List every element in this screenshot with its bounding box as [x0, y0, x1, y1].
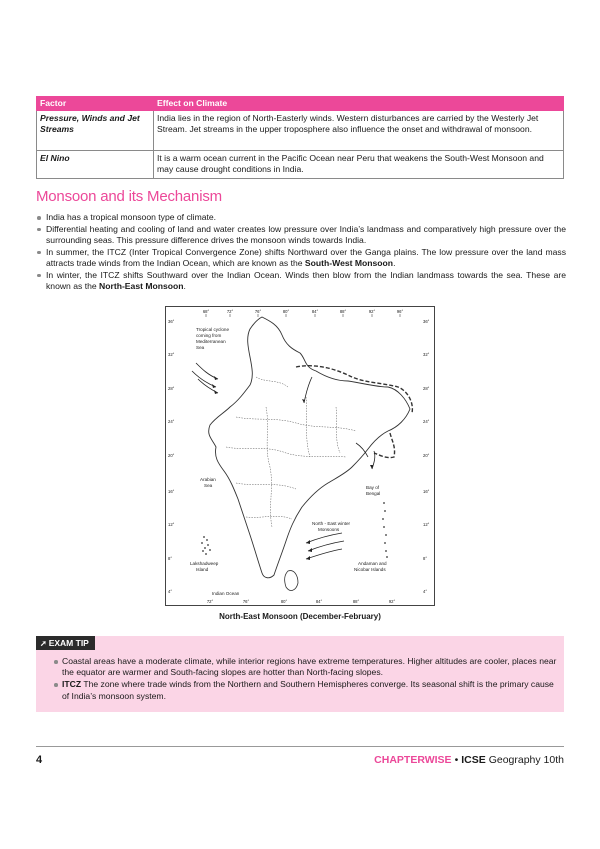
- tick-label: 4°: [168, 589, 173, 594]
- tick-label: 28°: [168, 386, 175, 391]
- exam-tip-list: [54, 656, 559, 703]
- monsoon-map: [165, 306, 435, 606]
- indian-ocean-label: Indian Ocean: [212, 591, 240, 596]
- effect-cell: India lies in the region of North-Easterly winds. Western disturbances are carried by the Westerly Jet Stream. Jet streams in the upper troposphere also influence the onset and withdrawal of monsoon.: [154, 111, 564, 151]
- list-item: [36, 212, 566, 223]
- tick-label: 88°: [352, 599, 360, 604]
- cyclone-arrows: [192, 363, 218, 393]
- state-borders: [226, 377, 356, 527]
- ne-winter-label: Monsoons: [318, 527, 340, 532]
- bullet-tail: .: [393, 257, 396, 268]
- bullet-tail: .: [183, 280, 186, 291]
- lakshadweep-islands: [201, 536, 211, 555]
- header-factor: Factor: [37, 97, 154, 111]
- bay-of-bengal-label: Bengal: [366, 491, 381, 496]
- cyclone-label-line: Mediterranean: [196, 339, 226, 344]
- bengal-arrowheads: [302, 399, 373, 469]
- tip-text: The zone where trade winds from the Northern and Southern Hemispheres converge. Its seasonal shift is the primary cause of India’s monsoon system.: [62, 679, 554, 701]
- tick-label: 72°: [206, 599, 214, 604]
- tick-label: 12°: [168, 522, 175, 527]
- page-number: 4: [36, 754, 43, 766]
- tick-label: 92°: [388, 599, 396, 604]
- tick-label: 88°: [339, 309, 347, 314]
- tick-label: 4°: [423, 589, 428, 594]
- brand-separator: •: [454, 754, 459, 766]
- factor-cell: El Nino: [37, 151, 154, 179]
- arabian-sea-label: Arabian: [200, 477, 216, 482]
- list-item: [54, 656, 559, 678]
- section-title: Monsoon and its Mechanism: [36, 188, 222, 205]
- tick-label: 68°: [202, 309, 210, 314]
- table-header-row: [37, 97, 564, 111]
- left-latitude-ticks: [168, 319, 175, 594]
- tick-label: 76°: [242, 599, 250, 604]
- tip-text: Coastal areas have a moderate climate, while interior regions have extreme temperatures. Higher altitudes are cooler, places near the equator are warmer and South-facing slopes are hotter than North-facing slopes.: [62, 656, 557, 678]
- tick-label: 8°: [423, 556, 428, 561]
- tick-label: 8°: [168, 556, 173, 561]
- tick-label: 80°: [282, 309, 290, 314]
- tick-label: 28°: [423, 386, 430, 391]
- tick-label: 80°: [280, 599, 288, 604]
- lakshadweep-label: Island: [196, 567, 209, 572]
- tick-label: 84°: [315, 599, 323, 604]
- andaman-islands: [382, 502, 388, 558]
- tick-label: 36°: [423, 319, 430, 324]
- ne-monsoon-arrows: [306, 533, 344, 559]
- map-caption: North-East Monsoon (December-February): [219, 612, 381, 621]
- andaman-label: Andaman and: [358, 561, 387, 566]
- tick-label: 20°: [423, 453, 430, 458]
- tick-label: 12°: [423, 522, 430, 527]
- list-item: [36, 224, 566, 246]
- footer-brand: [374, 754, 564, 766]
- bullet-text: In winter, the ITCZ shifts Southward over the Indian Ocean. Winds then blow from the Indian landmass towards the sea. These are known as the: [46, 269, 566, 291]
- tick-label: 24°: [423, 419, 430, 424]
- andaman-label: Nicobar Islands: [354, 567, 386, 572]
- mechanism-bullet-list: [36, 212, 566, 292]
- north-east-monsoon-term: North-East Monsoon: [99, 280, 184, 291]
- effect-cell: It is a warm ocean current in the Pacific Ocean near Peru that weakens the South-West Monsoon and may cause drought conditions in India.: [154, 151, 564, 179]
- exam-tip-label: [36, 636, 95, 650]
- cyclone-label-line: Tropical cyclone: [196, 327, 230, 332]
- list-item: [36, 247, 566, 269]
- top-tick-marks: [206, 314, 400, 317]
- sri-lanka-outline: [285, 571, 298, 591]
- bullet-text: Differential heating and cooling of land and water creates low pressure over India’s landmass and comparatively high pressure over the surrounding seas. This pressure difference drives the monsoon winds towards India.: [46, 223, 566, 245]
- factor-cell: Pressure, Winds and Jet Streams: [37, 111, 154, 151]
- tick-label: 72°: [226, 309, 234, 314]
- board-name: ICSE: [461, 754, 486, 766]
- bay-of-bengal-label: Bay of: [366, 485, 380, 490]
- tick-label: 76°: [254, 309, 262, 314]
- lakshadweep-label: Lakshadweep: [190, 561, 219, 566]
- list-item: [36, 270, 566, 292]
- tick-label: 16°: [168, 489, 175, 494]
- bengal-arrows: [304, 377, 375, 469]
- right-latitude-ticks: [423, 319, 430, 594]
- cyclone-label-line: coming from: [196, 333, 222, 338]
- table-row: [37, 151, 564, 179]
- trend-arrow-icon: ➚: [40, 639, 47, 648]
- footer-rule: [36, 746, 564, 747]
- tick-label: 32°: [423, 352, 430, 357]
- india-outline: [209, 317, 410, 578]
- tick-label: 24°: [168, 419, 175, 424]
- tick-label: 20°: [168, 453, 175, 458]
- exam-tip-label-text: EXAM TIP: [48, 638, 89, 648]
- climate-factor-table: [36, 96, 564, 179]
- tip-term: ITCZ: [62, 679, 82, 690]
- cyclone-label-line: Sea: [196, 345, 205, 350]
- brand-name: CHAPTERWISE: [374, 754, 452, 766]
- tick-label: 92°: [368, 309, 376, 314]
- international-border: [296, 366, 412, 458]
- cyclone-arrowheads: [212, 376, 218, 394]
- tick-label: 16°: [423, 489, 430, 494]
- ne-winter-label: North - East winter: [312, 521, 351, 526]
- india-map-svg: [166, 307, 434, 605]
- exam-tip-box: [36, 636, 564, 712]
- subject-name: Geography 10th: [488, 754, 564, 766]
- tick-label: 96°: [396, 309, 404, 314]
- header-effect: Effect on Climate: [154, 97, 564, 111]
- south-west-monsoon-term: South-West Monsoon: [304, 257, 394, 268]
- tick-label: 84°: [311, 309, 319, 314]
- tick-label: 36°: [168, 319, 175, 324]
- list-item: [54, 679, 559, 701]
- table-row: [37, 111, 564, 151]
- bullet-text: In summer, the ITCZ (Inter Tropical Convergence Zone) shifts Northward over the Ganga plains. The low pressure over the land mass attracts trade winds from the Indian Ocean, which are known as the: [46, 246, 566, 268]
- bullet-text: India has a tropical monsoon type of climate.: [46, 212, 217, 222]
- arabian-sea-label: Sea: [204, 483, 213, 488]
- bottom-longitude-ticks: [207, 599, 396, 604]
- tick-label: 32°: [168, 352, 175, 357]
- top-longitude-ticks: [203, 309, 404, 314]
